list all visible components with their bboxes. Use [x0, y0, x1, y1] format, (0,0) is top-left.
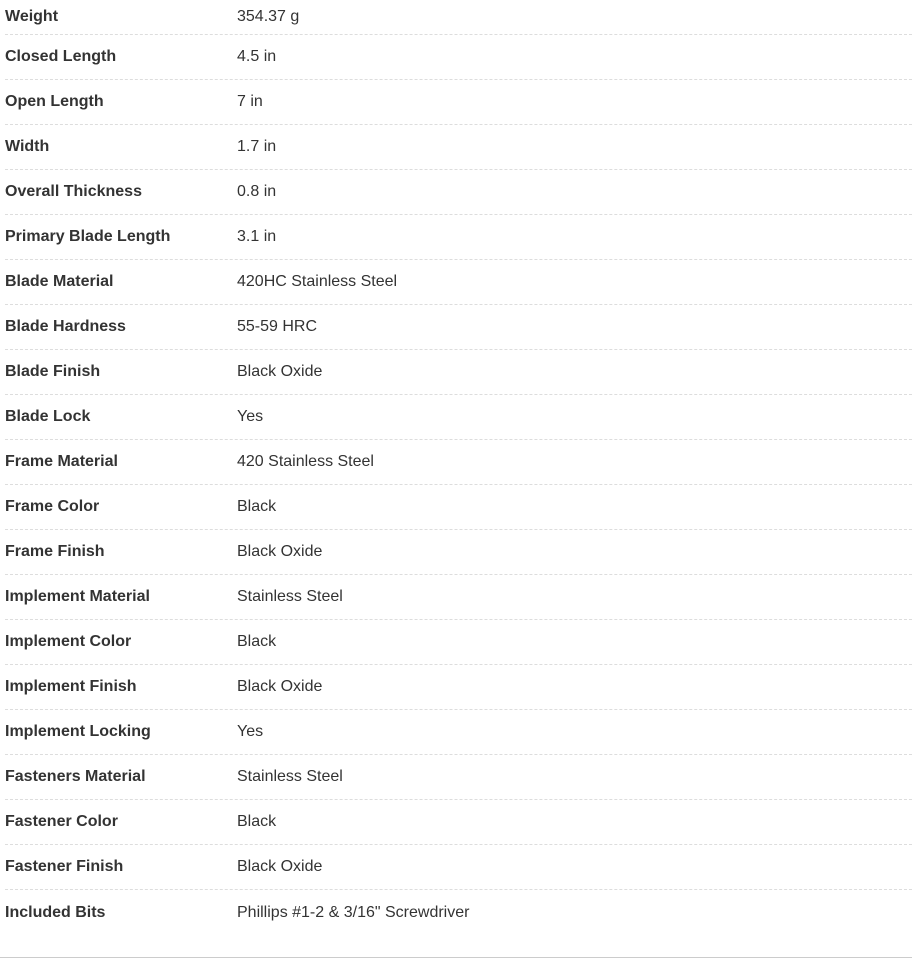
- spec-label: Blade Finish: [5, 363, 101, 380]
- spec-value: Black Oxide: [237, 543, 323, 560]
- spec-value: Yes: [237, 408, 264, 425]
- spec-label: Implement Color: [5, 633, 132, 650]
- spec-label: Width: [5, 138, 50, 155]
- spec-label: Fastener Finish: [5, 858, 124, 875]
- spec-label: Weight: [5, 8, 59, 25]
- spec-value: 354.37 g: [237, 8, 300, 25]
- spec-value: Stainless Steel: [237, 768, 343, 785]
- spec-label: Implement Locking: [5, 723, 151, 740]
- spec-row-frame-material: [5, 440, 912, 485]
- spec-row-frame-color: [5, 485, 912, 530]
- spec-value: 55-59 HRC: [237, 318, 318, 335]
- spec-row-implement-finish: [5, 665, 912, 710]
- spec-row-implement-material: [5, 575, 912, 620]
- spec-label: Frame Material: [5, 453, 118, 470]
- spec-value: Black: [237, 633, 277, 650]
- spec-label: Open Length: [5, 93, 104, 110]
- spec-value: Black: [237, 498, 277, 515]
- spec-row-width: [5, 125, 912, 170]
- spec-row-closed-length: [5, 35, 912, 80]
- spec-label: Frame Color: [5, 498, 100, 515]
- spec-row-frame-finish: [5, 530, 912, 575]
- spec-value: 4.5 in: [237, 48, 277, 65]
- spec-row-fastener-color: [5, 800, 912, 845]
- spec-row-blade-finish: [5, 350, 912, 395]
- spec-label: Frame Finish: [5, 543, 105, 560]
- spec-label: Overall Thickness: [5, 183, 142, 200]
- spec-value: Yes: [237, 723, 264, 740]
- spec-value: Black: [237, 813, 277, 830]
- spec-row-overall-thickness: [5, 170, 912, 215]
- spec-value: Black Oxide: [237, 678, 323, 695]
- spec-value: Phillips #1-2 & 3/16" Screwdriver: [237, 903, 470, 921]
- spec-value: Black Oxide: [237, 363, 323, 380]
- spec-label: Closed Length: [5, 48, 117, 65]
- spec-row-implement-color: [5, 620, 912, 665]
- spec-row-implement-locking: [5, 710, 912, 755]
- spec-label: Implement Material: [5, 588, 150, 605]
- section-divider: [0, 957, 912, 958]
- spec-value: 0.8 in: [237, 183, 277, 200]
- spec-row-primary-blade-length: [5, 215, 912, 260]
- spec-row-fastener-finish: [5, 845, 912, 890]
- spec-label: Implement Finish: [5, 678, 137, 695]
- spec-row-blade-lock: [5, 395, 912, 440]
- spec-row-fasteners-material: [5, 755, 912, 800]
- spec-value: 420HC Stainless Steel: [237, 273, 398, 290]
- spec-row-blade-material: [5, 260, 912, 305]
- spec-value: 420 Stainless Steel: [237, 453, 374, 470]
- spec-row-blade-hardness: [5, 305, 912, 350]
- spec-value: Stainless Steel: [237, 588, 343, 605]
- spec-value: 3.1 in: [237, 228, 277, 245]
- spec-row-open-length: [5, 80, 912, 125]
- spec-label: Blade Material: [5, 273, 114, 290]
- spec-label: Blade Hardness: [5, 318, 126, 335]
- spec-label: Fasteners Material: [5, 768, 146, 785]
- spec-label: Primary Blade Length: [5, 228, 171, 245]
- spec-value: Black Oxide: [237, 858, 323, 875]
- spec-value: 1.7 in: [237, 138, 277, 155]
- spec-row-included-bits: [5, 890, 912, 935]
- spec-value: 7 in: [237, 93, 263, 110]
- spec-label: Fastener Color: [5, 813, 118, 830]
- spec-label: Included Bits: [5, 903, 106, 921]
- spec-row-weight: [5, 0, 912, 35]
- spec-label: Blade Lock: [5, 408, 91, 425]
